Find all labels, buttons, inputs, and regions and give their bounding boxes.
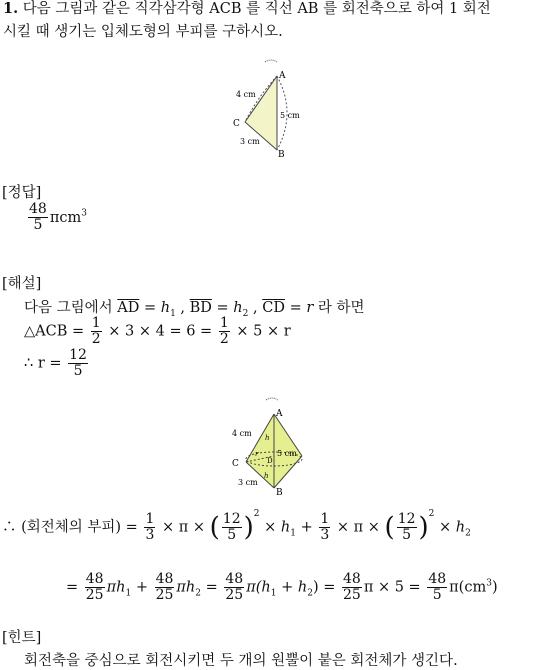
explanation-header: [해설] (2, 276, 42, 292)
question-number: 1. (3, 0, 19, 17)
explanation-line1: 다음 그림에서 $\overline{AD} = h_1$ , $\overline{BD} = h_2$ , $\overline{CD} = r$ 라 하면 (24, 300, 365, 319)
volume-line2: = $\frac{48}{25}$ $\pi h_1$ + $\frac{48}{25}$ $\pi h_2$ = $\frac{48}{25}$ $\pi(h_1 + h_2)$ = $\frac{48}{25}$ π × 5 = $\frac{48}{5}$ $\pi(cm^3)$ (66, 571, 498, 603)
figure-solid (226, 396, 310, 498)
volume-line1: ∴ (회전체의 부피) = $\frac{1}{3}$ × π × ( $\frac{12}{5}$ )$^2 \times h_1$ + $\frac{1}{3}$ × π × ( $\frac{12}{5}$ )$^2 \times h_2$ (2, 508, 471, 543)
length-AB: 5 cm (277, 449, 297, 458)
rotation-arrow (266, 398, 278, 400)
label-A: A (279, 71, 286, 81)
answer-value: $\frac{48}{5}$ πcm$^3$ (29, 201, 87, 233)
question-line2: 시킬 때 생기는 입체도형의 부피를 구하시오. (3, 24, 283, 40)
label-B: B (276, 488, 283, 498)
length-AC: 4 cm (232, 429, 252, 438)
label-C: C (232, 459, 239, 469)
label-h1: h (265, 434, 270, 442)
length-AB: 5 cm (280, 111, 300, 120)
label-B: B (278, 150, 285, 158)
length-CB: 3 cm (240, 137, 260, 146)
label-C: C (233, 119, 240, 129)
rotation-arrow (265, 60, 277, 62)
label-A: A (276, 409, 283, 419)
figure-triangle (225, 58, 305, 158)
length-AC: 4 cm (236, 90, 256, 99)
hint-header: [힌트] (2, 630, 42, 646)
explanation-line2: △ACB = $\frac{1}{2}$ × 3 × 4 = 6 = $\frac{1}{2}$ × 5 × r (24, 315, 291, 347)
explanation-line3: ∴ r = $\frac{12}{5}$ (24, 347, 87, 379)
label-D: D (267, 457, 273, 465)
answer-header: [정답] (2, 185, 42, 201)
label-h2: h (264, 472, 269, 480)
label-r: r (255, 450, 259, 458)
length-CB: 3 cm (238, 478, 258, 487)
hint-text: 회전축을 중심으로 회전시키면 두 개의 원뿔이 붙은 회전체가 생긴다. (24, 653, 458, 669)
question-line1: 1. 다음 그림과 같은 직각삼각형 ACB 를 직선 AB 를 회전축으로 하여 1 회전 (3, 0, 491, 17)
